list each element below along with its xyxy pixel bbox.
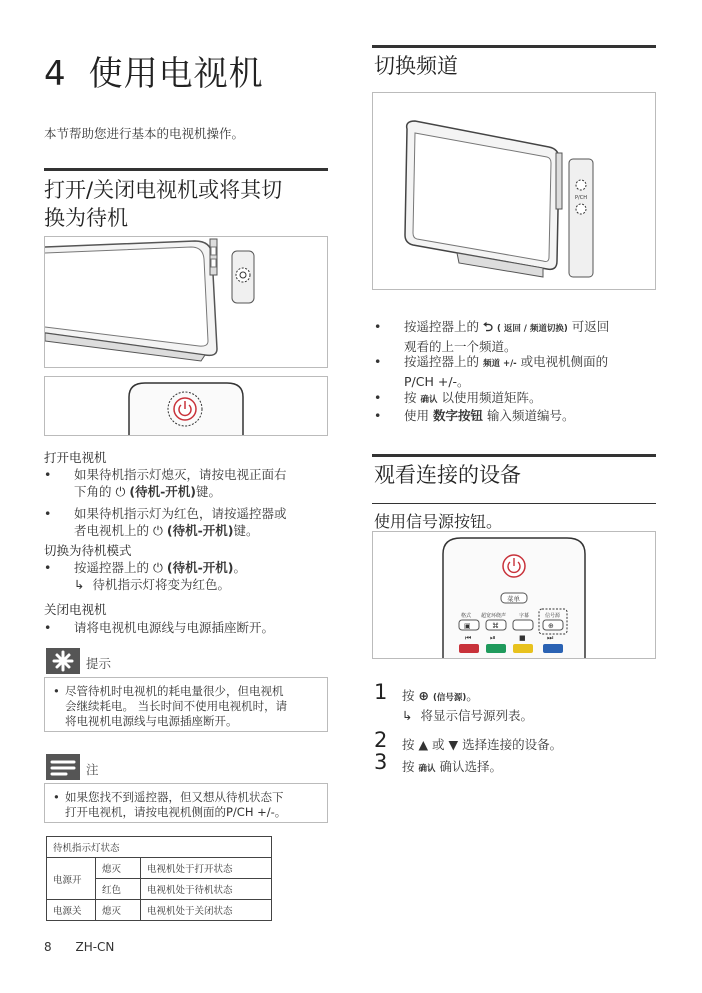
step-number: 2 bbox=[374, 728, 388, 752]
tip-box: • 尽管待机时电视机的耗电量很少，但电视机 会继续耗电。 当长时间不使用电视机时，请 将电视机电源线与电源插座断开。 bbox=[44, 677, 328, 732]
chapter-title: 使用电视机 bbox=[88, 54, 264, 94]
table-header-row bbox=[47, 837, 272, 858]
remote-top-illustration bbox=[45, 377, 327, 435]
stop-icon: ■ bbox=[519, 634, 526, 642]
standby-status-table bbox=[46, 836, 272, 921]
intro-text: 本节帮助您进行基本的电视机操作。 bbox=[44, 126, 245, 141]
table-cell-status: 电视机处于关闭状态 bbox=[141, 900, 272, 921]
standby-icon: ⏻ bbox=[115, 484, 126, 499]
menu-key-label: 菜单 bbox=[507, 595, 520, 603]
play-pause-icon: ⏯ bbox=[490, 634, 496, 642]
subsection-rule bbox=[372, 503, 656, 504]
chapter-number: 4 bbox=[44, 54, 67, 94]
blue-button bbox=[543, 644, 563, 653]
remote-power-figure bbox=[44, 376, 328, 436]
power-title-line1: 打开/关闭电视机或将其切 bbox=[44, 178, 283, 202]
power-title-line2: 换为待机 bbox=[44, 206, 128, 230]
section-rule bbox=[372, 454, 656, 457]
note-icon bbox=[46, 754, 80, 780]
source-icon: ⊕ bbox=[548, 622, 554, 630]
step-2-text: 按 ▲ 或 ▼ 选择连接的设备。 bbox=[402, 737, 563, 752]
result-arrow-icon: ↳ bbox=[74, 577, 85, 592]
turn-off-label: 关闭电视机 bbox=[44, 602, 107, 617]
page-number: 8 bbox=[44, 940, 52, 954]
table-cell-light: 熄灭 bbox=[96, 900, 141, 921]
remote-illustration bbox=[373, 532, 655, 658]
page-footer bbox=[44, 940, 114, 954]
yellow-button bbox=[513, 644, 533, 653]
devices-subtitle: 使用信号源按钮。 bbox=[374, 512, 503, 531]
standby-icon: ⏻ bbox=[152, 560, 163, 575]
table-cell-status: 电视机处于待机状态 bbox=[141, 879, 272, 900]
table-cell-light: 熄灭 bbox=[96, 858, 141, 879]
standby-label: 切换为待机模式 bbox=[44, 543, 132, 558]
tip-icon bbox=[46, 648, 80, 674]
result-arrow-icon: ↳ bbox=[402, 708, 413, 723]
table-cell-group: 电源关 bbox=[47, 900, 96, 921]
channel-item-2: • 按遥控器上的 频道 +/- 或电视机侧面的 P/CH +/-。 bbox=[374, 354, 609, 389]
turn-on-item-1: • 如果待机指示灯熄灭，请按电视正面右 下角的 ⏻ (待机-开机)键。 bbox=[44, 467, 287, 499]
step-number: 3 bbox=[374, 750, 388, 774]
note-box: • 如果您找不到遥控器，但又想从待机状态下 打开电视机，请按电视机侧面的P/CH +/-。 bbox=[44, 783, 328, 823]
surround-key-label: 超宽环绕声 bbox=[481, 613, 507, 619]
pch-label: P/CH bbox=[575, 195, 587, 201]
table-cell-light: 红色 bbox=[96, 879, 141, 900]
turn-on-item-2: • 如果待机指示灯为红色，请按遥控器或 者电视机上的 ⏻ (待机-开机)键。 bbox=[44, 506, 287, 538]
source-key-label: 信号源 bbox=[545, 613, 561, 619]
rewind-icon: ⏮ bbox=[465, 634, 472, 642]
step-number: 1 bbox=[374, 680, 388, 704]
standby-item: • 按遥控器上的 ⏻ (待机-开机)。 ↳ 待机指示灯将变为红色。 bbox=[44, 560, 246, 592]
channel-item-3: • 按 确认 以使用频道矩阵。 bbox=[374, 390, 542, 405]
remote-source-figure bbox=[372, 531, 656, 659]
tv-corner-illustration bbox=[45, 237, 327, 367]
step-3-text: 按 确认 确认选择。 bbox=[402, 759, 502, 774]
devices-section-title: 观看连接的设备 bbox=[374, 463, 521, 487]
tv-side-figure bbox=[372, 92, 656, 290]
tip-label: 提示 bbox=[86, 656, 112, 671]
format-icon: ▣ bbox=[464, 622, 471, 630]
tv-corner-figure bbox=[44, 236, 328, 368]
subtitle-key-label: 字幕 bbox=[519, 613, 530, 619]
surround-icon: ⌘ bbox=[492, 622, 499, 630]
table-cell-status: 电视机处于打开状态 bbox=[141, 858, 272, 879]
standby-icon: ⏻ bbox=[152, 523, 163, 538]
tv-side-illustration bbox=[373, 93, 655, 289]
section-rule bbox=[44, 168, 328, 171]
chapter-heading bbox=[44, 46, 264, 95]
language-code: ZH-CN bbox=[75, 940, 115, 954]
forward-icon: ⏭ bbox=[547, 634, 554, 642]
channel-section-title: 切换频道 bbox=[374, 54, 458, 78]
table-cell-group: 电源开 bbox=[47, 858, 96, 900]
turn-off-item: • 请将电视机电源线与电源插座断开。 bbox=[44, 620, 275, 635]
section-rule bbox=[372, 45, 656, 48]
table-row bbox=[47, 858, 272, 879]
note-label: 注 bbox=[86, 762, 99, 777]
step-1-text: 按 ⊕ (信号源)。 ↳ 将显示信号源列表。 bbox=[402, 688, 533, 723]
format-key-label: 格式 bbox=[461, 613, 472, 619]
back-icon: ⮌ bbox=[482, 319, 493, 334]
green-button bbox=[486, 644, 506, 653]
turn-on-label: 打开电视机 bbox=[44, 450, 107, 465]
power-section-title bbox=[44, 176, 282, 232]
channel-item-4: • 使用 数字按钮 输入频道编号。 bbox=[374, 408, 575, 423]
channel-item-1: • 按遥控器上的 ⮌ ( 返回 / 频道切换) 可返回 观看的上一个频道。 bbox=[374, 319, 610, 354]
table-header: 待机指示灯状态 bbox=[47, 837, 272, 858]
red-button bbox=[459, 644, 479, 653]
table-row bbox=[47, 900, 272, 921]
source-icon: ⊕ bbox=[418, 688, 429, 703]
